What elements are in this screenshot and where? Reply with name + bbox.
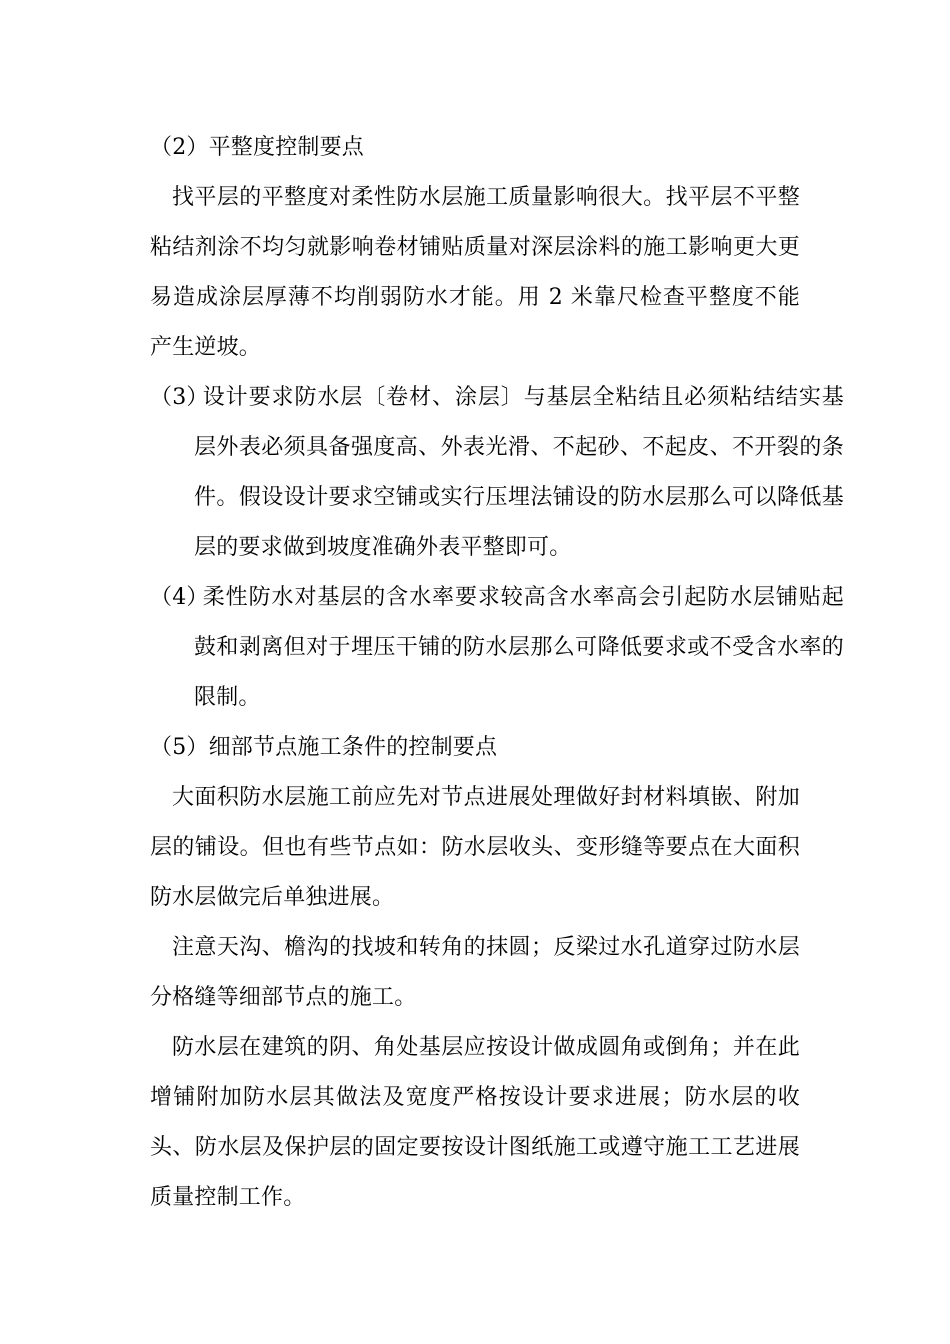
paragraph-large-area: 大面积防水层施工前应先对节点进展处理做好封材料填嵌、附加层的铺设。但也有些节点如：防水层收头、变形缝等要点在大面积防水层做完后单独进展。 <box>150 785 800 910</box>
paragraph-attention: 注意天沟、檐沟的找坡和转角的抹圆；反梁过水孔道穿过防水层分格缝等细部节点的施工。 <box>150 935 800 1010</box>
list-item-3-number: （3） <box>150 385 209 410</box>
section-heading-2: （2）平整度控制要点 <box>150 135 364 160</box>
list-item-4 <box>150 573 844 723</box>
paragraph-corners: 防水层在建筑的阴、角处基层应按设计做成圆角或倒角；并在此增铺附加防水层其做法及宽度严格按设计要求进展；防水层的收头、防水层及保护层的固定要按设计图纸施工或遵守施工工艺进展质量控制工作。 <box>150 1035 800 1210</box>
section-heading-5: （5）细部节点施工条件的控制要点 <box>150 735 498 760</box>
list-item-3 <box>150 373 844 573</box>
list-item-4-text: 柔性防水对基层的含水率要求较高含水率高会引起防水层铺贴起鼓和剥离但对于埋压干铺的防水层那么可降低要求或不受含水率的限制。 <box>194 585 844 710</box>
paragraph-flatness: 找平层的平整度对柔性防水层施工质量影响很大。找平层不平整粘结剂涂不均匀就影响卷材铺贴质量对深层涂料的施工影响更大更易造成涂层厚薄不均削弱防水才能。用 2 米靠尺检查平整度不能产生逆坡。 <box>150 185 800 360</box>
list-item-3-text: 设计要求防水层〔卷材、涂层〕与基层全粘结且必须粘结结实基层外表必须具备强度高、外表光滑、不起砂、不起皮、不开裂的条件。假设设计要求空铺或实行压埋法铺设的防水层那么可以降低基层的要求做到坡度准确外表平整即可。 <box>194 385 844 560</box>
list-item-4-number: （4） <box>150 585 209 610</box>
